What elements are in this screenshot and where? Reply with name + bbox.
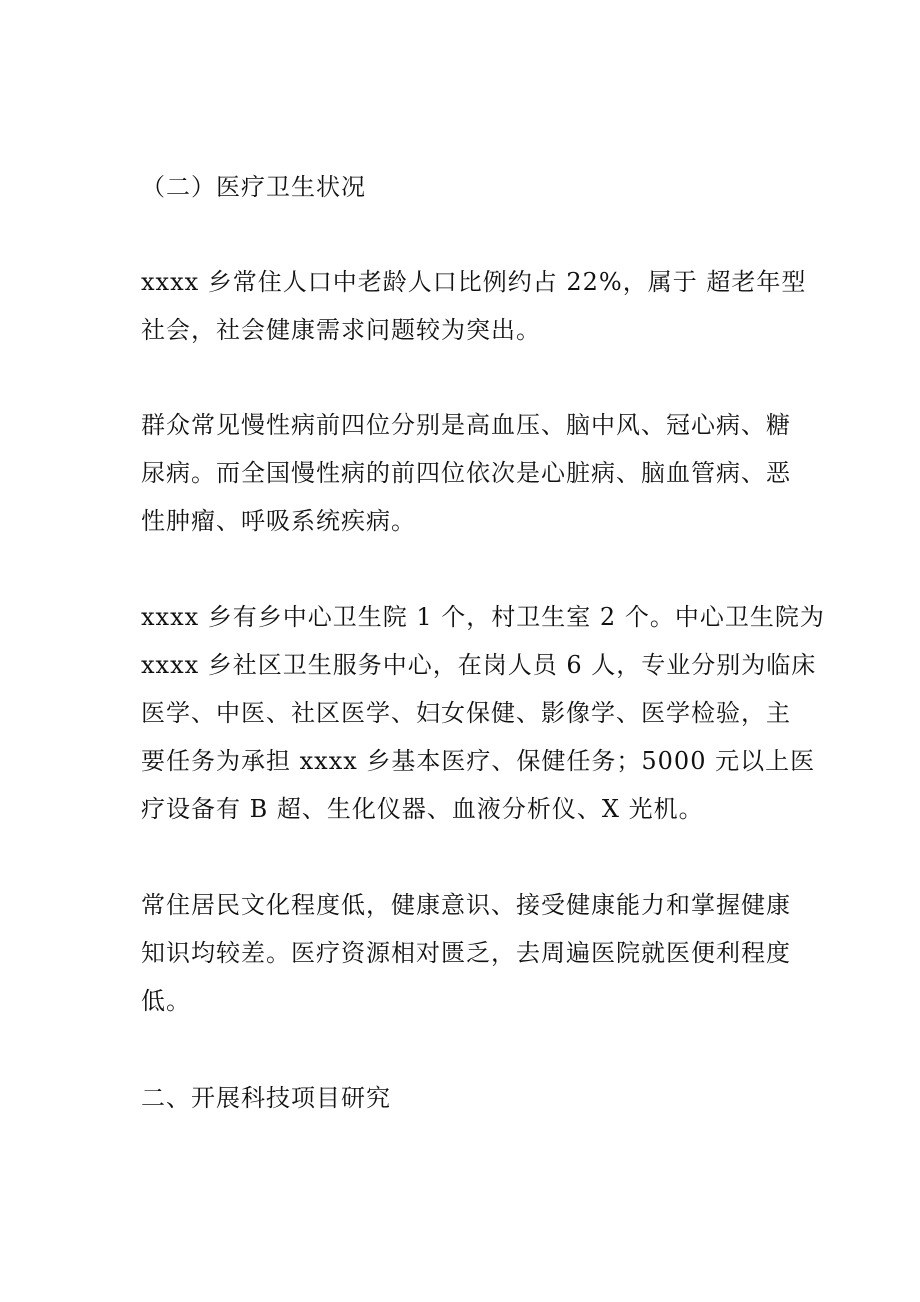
paragraph-chronic-diseases bbox=[141, 401, 791, 545]
paragraph-elderly-population bbox=[141, 258, 807, 354]
heading-line: 二、开展科技项目研究 bbox=[141, 1084, 391, 1112]
paragraph-line: 医学、中医、社区医学、妇女保健、影像学、医学检验，主 bbox=[141, 699, 791, 727]
paragraph-line: 社会，社会健康需求问题较为突出。 bbox=[141, 316, 541, 344]
paragraph-health-facilities bbox=[141, 593, 825, 833]
paragraph-line: 低。 bbox=[141, 987, 191, 1015]
paragraph-line: 要任务为承担 xxxx 乡基本医疗、保健任务；5000 元以上医 bbox=[141, 747, 816, 775]
paragraph-line: xxxx 乡社区卫生服务中心，在岗人员 6 人，专业分别为临床 bbox=[141, 651, 817, 679]
paragraph-line: xxxx 乡有乡中心卫生院 1 个，村卫生室 2 个。中心卫生院为 bbox=[141, 603, 825, 631]
heading-line: （二）医疗卫生状况 bbox=[141, 173, 366, 201]
main-heading bbox=[141, 1074, 781, 1122]
paragraph-residents-awareness bbox=[141, 881, 791, 1025]
paragraph-line: 性肿瘤、呼吸系统疾病。 bbox=[141, 507, 416, 535]
paragraph-line: 群众常见慢性病前四位分别是高血压、脑中风、冠心病、糖 bbox=[141, 411, 791, 439]
paragraph-line: 疗设备有 B 超、生化仪器、血液分析仪、X 光机。 bbox=[141, 795, 704, 823]
paragraph-line: 尿病。而全国慢性病的前四位依次是心脏病、脑血管病、恶 bbox=[141, 459, 791, 487]
paragraph-line: xxxx 乡常住人口中老龄人口比例约占 22%，属于 超老年型 bbox=[141, 268, 807, 296]
paragraph-line: 常住居民文化程度低，健康意识、接受健康能力和掌握健康 bbox=[141, 891, 791, 919]
section-heading bbox=[141, 163, 781, 211]
paragraph-line: 知识均较差。医疗资源相对匮乏，去周遍医院就医便利程度 bbox=[141, 939, 791, 967]
